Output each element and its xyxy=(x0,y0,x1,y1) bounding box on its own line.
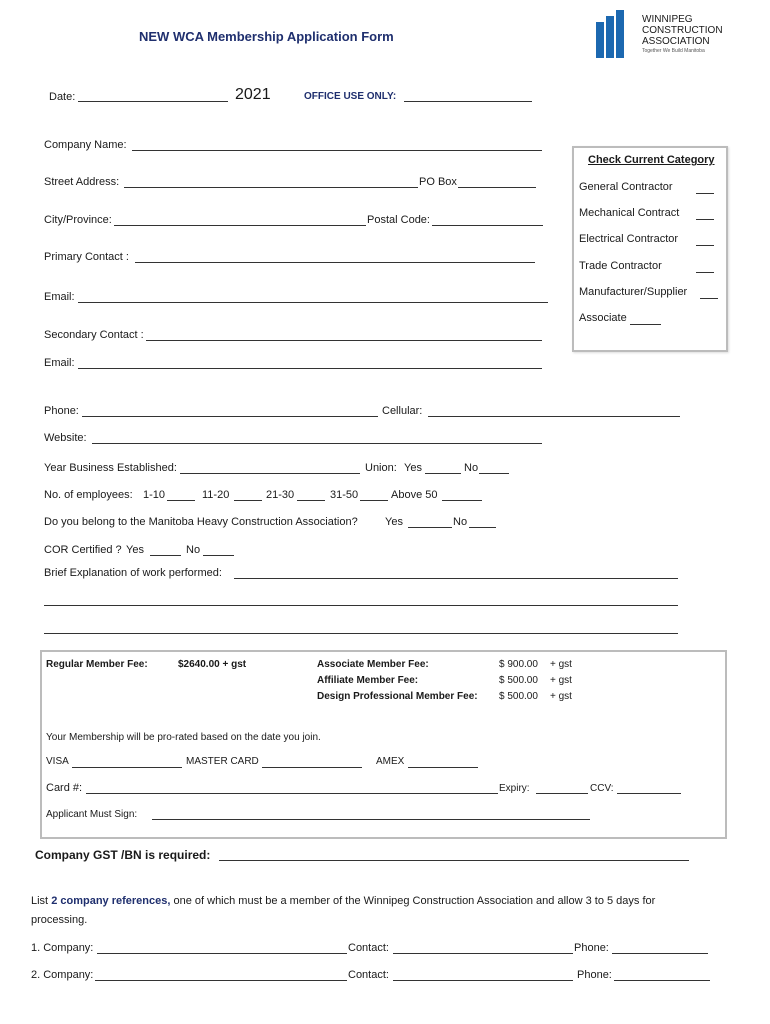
postal-code-label: Postal Code: xyxy=(367,214,430,226)
cor-yes-label: Yes xyxy=(126,544,144,556)
category-title: Check Current Category xyxy=(588,154,715,166)
po-box-label: PO Box xyxy=(419,176,457,188)
ref1-company-field[interactable] xyxy=(97,953,347,954)
expiry-field[interactable] xyxy=(536,793,588,794)
ref2-phone-field[interactable] xyxy=(614,980,710,981)
references-intro xyxy=(31,895,655,907)
gst-bn-field[interactable] xyxy=(219,860,689,861)
category-electrical-check[interactable] xyxy=(696,245,714,246)
ccv-label: CCV: xyxy=(590,783,614,794)
fee-box xyxy=(40,650,727,839)
cor-yes-field[interactable] xyxy=(150,555,181,556)
street-address-label: Street Address: xyxy=(44,176,120,188)
category-associate: Associate xyxy=(579,312,627,324)
category-general: General Contractor xyxy=(579,181,673,193)
category-manufacturer-check[interactable] xyxy=(700,298,718,299)
date-label: Date: xyxy=(49,91,76,103)
gst-bn-label: Company GST /BN is required: xyxy=(35,848,211,862)
page-title: NEW WCA Membership Application Form xyxy=(139,29,394,44)
mhca-question: Do you belong to the Manitoba Heavy Construction Association? xyxy=(44,516,358,528)
card-label: Card #: xyxy=(46,782,83,794)
cellular-field[interactable] xyxy=(428,416,680,417)
employees-21-30-field[interactable] xyxy=(297,500,325,501)
category-manufacturer: Manufacturer/Supplier xyxy=(579,286,688,298)
office-use-field[interactable] xyxy=(404,101,532,102)
logo-line-3: ASSOCIATION xyxy=(642,36,710,47)
employees-option: 31-50 xyxy=(330,489,359,501)
regular-fee-label: Regular Member Fee: xyxy=(46,659,148,670)
ccv-field[interactable] xyxy=(617,793,681,794)
ref1-contact-label: Contact: xyxy=(348,942,389,954)
regular-fee-value: $2640.00 + gst xyxy=(178,659,247,670)
ref1-phone-label: Phone: xyxy=(574,942,609,954)
phone-label: Phone: xyxy=(44,405,79,417)
amex-label: AMEX xyxy=(376,756,405,767)
associate-fee-label: Associate Member Fee: xyxy=(317,659,429,670)
associate-fee-gst: + gst xyxy=(550,659,572,670)
logo-line-2: CONSTRUCTION xyxy=(642,25,723,36)
postal-code-field[interactable] xyxy=(432,225,543,226)
employees-31-50-field[interactable] xyxy=(360,500,388,501)
explanation-line-1[interactable] xyxy=(234,578,678,579)
card-number-field[interactable] xyxy=(86,793,498,794)
ref2-company-label: 2. Company: xyxy=(31,969,94,981)
category-associate-check[interactable] xyxy=(630,324,661,325)
employees-11-20-field[interactable] xyxy=(234,500,262,501)
references-intro-highlight: 2 company references, xyxy=(51,895,171,907)
company-name-label: Company Name: xyxy=(44,139,127,151)
expiry-label: Expiry: xyxy=(499,783,530,794)
union-no-field[interactable] xyxy=(479,473,509,474)
year-value: 2021 xyxy=(235,86,271,103)
mastercard-field[interactable] xyxy=(262,767,362,768)
employees-label: No. of employees: xyxy=(44,489,133,501)
year-established-field[interactable] xyxy=(180,473,360,474)
employees-1-10-field[interactable] xyxy=(167,500,195,501)
email2-field[interactable] xyxy=(78,368,542,369)
date-field[interactable] xyxy=(78,101,228,102)
secondary-contact-field[interactable] xyxy=(146,340,542,341)
union-no-label: No xyxy=(464,462,479,474)
sign-label: Applicant Must Sign: xyxy=(46,809,138,820)
primary-contact-field[interactable] xyxy=(135,262,535,263)
visa-label: VISA xyxy=(46,756,69,767)
design-fee-label: Design Professional Member Fee: xyxy=(317,691,478,702)
logo-tagline: Together We Build Manitoba xyxy=(642,48,705,54)
category-electrical: Electrical Contractor xyxy=(579,233,679,245)
logo-line-1: WINNIPEG xyxy=(642,14,693,25)
references-intro-prefix: List xyxy=(31,895,49,907)
category-trade-check[interactable] xyxy=(696,272,714,273)
year-established-label: Year Business Established: xyxy=(44,462,177,474)
po-box-field[interactable] xyxy=(458,187,536,188)
email-field[interactable] xyxy=(78,302,548,303)
associate-fee-value: $ 900.00 xyxy=(499,659,538,670)
website-label: Website: xyxy=(44,432,87,444)
category-mechanical: Mechanical Contract xyxy=(579,207,680,219)
email-label: Email: xyxy=(44,291,75,303)
visa-field[interactable] xyxy=(72,767,182,768)
explanation-line-3[interactable] xyxy=(44,633,678,634)
employees-option: Above 50 xyxy=(391,489,438,501)
explanation-label: Brief Explanation of work performed: xyxy=(44,567,222,579)
category-box xyxy=(572,146,728,352)
email2-label: Email: xyxy=(44,357,75,369)
union-yes-label: Yes xyxy=(404,462,422,474)
employees-option: 11-20 xyxy=(202,489,230,501)
explanation-line-2[interactable] xyxy=(44,605,678,606)
category-general-check[interactable] xyxy=(696,193,714,194)
ref1-contact-field[interactable] xyxy=(393,953,573,954)
mhca-no-label: No xyxy=(453,516,468,528)
union-label: Union: xyxy=(365,462,397,474)
affiliate-fee-gst: + gst xyxy=(550,675,572,686)
union-yes-field[interactable] xyxy=(425,473,461,474)
employees-above-50-field[interactable] xyxy=(442,500,482,501)
amex-field[interactable] xyxy=(408,767,478,768)
mhca-no-field[interactable] xyxy=(469,527,496,528)
office-use-label: OFFICE USE ONLY: xyxy=(304,91,397,102)
affiliate-fee-label: Affiliate Member Fee: xyxy=(317,675,419,686)
cor-no-field[interactable] xyxy=(203,555,234,556)
cellular-label: Cellular: xyxy=(382,405,423,417)
city-province-field[interactable] xyxy=(114,225,366,226)
design-fee-gst: + gst xyxy=(550,691,572,702)
ref2-contact-label: Contact: xyxy=(348,969,389,981)
references-intro-rest: one of which must be a member of the Winnipeg Construction Association and allow 3 to 5 days for xyxy=(173,895,656,907)
design-fee-value: $ 500.00 xyxy=(499,691,538,702)
city-province-label: City/Province: xyxy=(44,214,112,226)
employees-option: 21-30 xyxy=(266,489,295,501)
category-mechanical-check[interactable] xyxy=(696,219,714,220)
street-address-field[interactable] xyxy=(124,187,418,188)
ref1-company-label: 1. Company: xyxy=(31,942,94,954)
ref2-phone-label: Phone: xyxy=(577,969,612,981)
company-name-field[interactable] xyxy=(132,150,542,151)
affiliate-fee-value: $ 500.00 xyxy=(499,675,538,686)
category-trade: Trade Contractor xyxy=(579,260,662,272)
website-field[interactable] xyxy=(92,443,542,444)
employees-option: 1-10 xyxy=(143,489,166,501)
ref1-phone-field[interactable] xyxy=(612,953,708,954)
secondary-contact-label: Secondary Contact : xyxy=(44,329,144,341)
cor-label: COR Certified ? xyxy=(44,544,122,556)
mhca-yes-field[interactable] xyxy=(408,527,452,528)
prorate-note: Your Membership will be pro-rated based on the date you join. xyxy=(46,732,321,743)
ref2-company-field[interactable] xyxy=(95,980,347,981)
cor-no-label: No xyxy=(186,544,201,556)
references-intro-line2: processing. xyxy=(31,914,88,926)
mhca-yes-label: Yes xyxy=(385,516,403,528)
signature-field[interactable] xyxy=(152,819,590,820)
mastercard-label: MASTER CARD xyxy=(186,756,259,767)
ref2-contact-field[interactable] xyxy=(393,980,573,981)
primary-contact-label: Primary Contact : xyxy=(44,251,129,263)
phone-field[interactable] xyxy=(82,416,378,417)
